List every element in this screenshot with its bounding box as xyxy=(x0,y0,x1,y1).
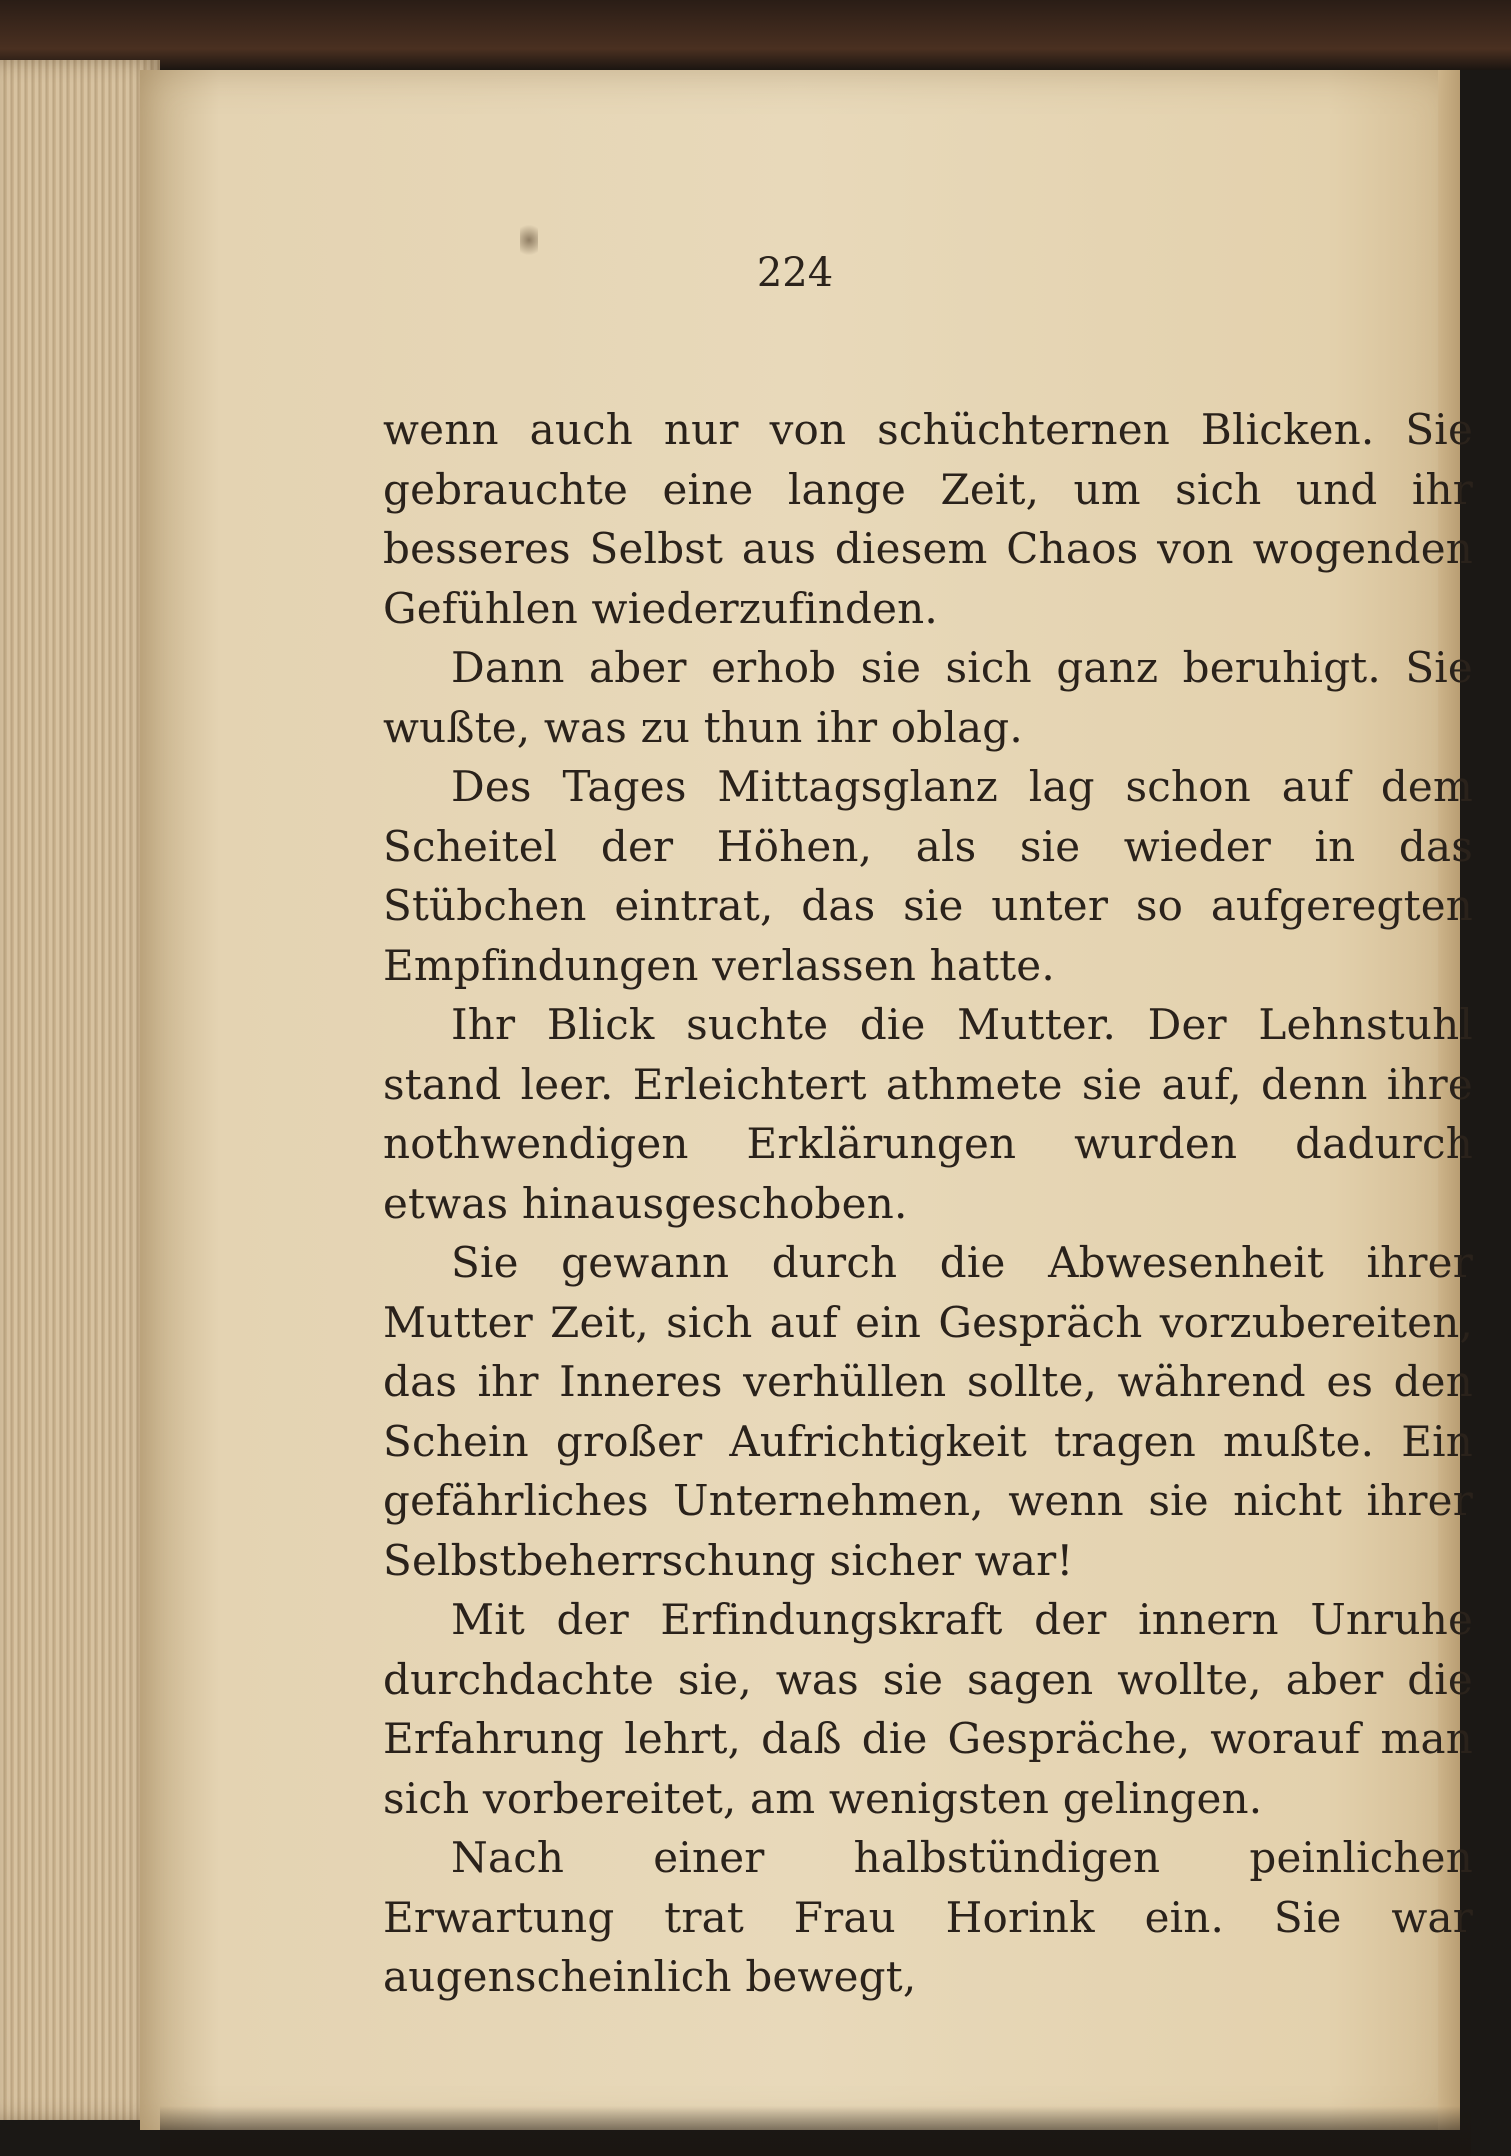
book-page xyxy=(140,70,1473,2130)
paragraph: Des Tages Mittagsglanz lag schon auf dem Scheitel der Höhen, als sie wieder in das Stübchen eintrat, das sie unter so aufgeregten Empfindungen verlassen hatte. xyxy=(383,762,1473,990)
book-cover-top xyxy=(0,0,1511,70)
paragraph: Sie gewann durch die Abwesenheit ihrer Mutter Zeit, sich auf ein Gespräch vorzubereiten, das ihr Inneres verhüllen sollte, während es den Schein großer Aufrichtigkeit tragen mußte. Ein gefährliches Unternehmen, wenn sie nicht ihrer Selbstbeherrschung sicher war! xyxy=(383,1238,1473,1585)
page-number: 224 xyxy=(756,250,834,296)
paragraph: Nach einer halbstündigen peinlichen Erwartung trat Frau Horink ein. Sie war augenscheinlich bewegt, xyxy=(383,1833,1473,2001)
paragraph: wenn auch nur von schüchternen Blicken. Sie gebrauchte eine lange Zeit, um sich und ihr besseres Selbst aus diesem Chaos von wogenden Gefühlen wiederzufinden. xyxy=(383,405,1473,633)
paragraph: Ihr Blick suchte die Mutter. Der Lehnstuhl stand leer. Erleichtert athmete sie auf, denn ihre nothwendigen Erklärungen wurden dadurch etwas hinausgeschoben. xyxy=(383,1000,1473,1228)
paragraph: Dann aber erhob sie sich ganz beruhigt. Sie wußte, was zu thun ihr oblag. xyxy=(383,643,1473,752)
bottom-shadow xyxy=(160,2106,1471,2156)
body-text xyxy=(383,400,1473,2007)
page-edges xyxy=(0,60,160,2120)
paragraph: Mit der Erfindungskraft der innern Unruhe durchdachte sie, was sie sagen wollte, aber die Erfahrung lehrt, daß die Gespräche, worauf man sich vorbereitet, am wenigsten gelingen. xyxy=(383,1595,1473,1823)
